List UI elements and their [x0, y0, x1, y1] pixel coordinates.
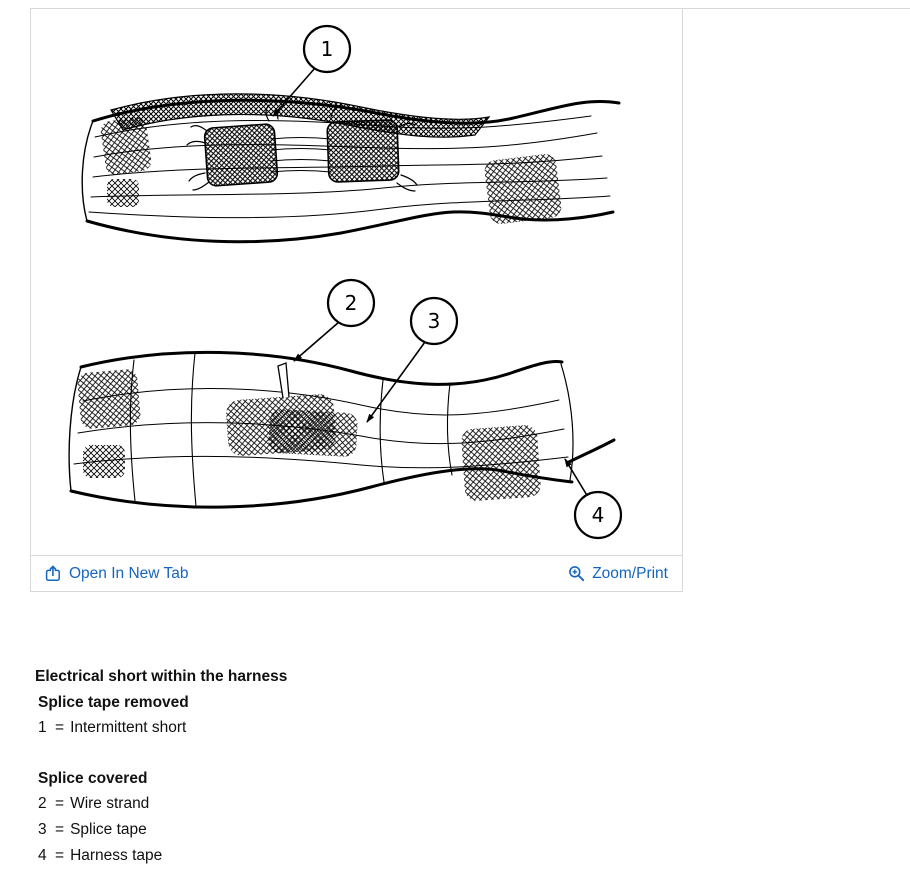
legend-item-label: Splice tape: [70, 820, 147, 838]
callout-2-label: 2: [344, 291, 358, 315]
splice-wrap-right: [327, 120, 399, 182]
diagram-toolbar: [31, 555, 682, 591]
callout-3: [367, 298, 457, 422]
equals-sign: =: [55, 719, 65, 737]
legend-heading: Splice tape removed: [38, 693, 189, 711]
wire-strand: [278, 363, 289, 398]
harness-tape-flap: [567, 440, 614, 463]
legend-section-splice-tape-removed: [35, 690, 287, 741]
diagram-area: [31, 9, 682, 555]
legend-title: Electrical short within the harness: [35, 668, 288, 685]
legend-item-4: [38, 843, 287, 869]
equals-sign: =: [55, 795, 65, 813]
equals-sign: =: [55, 820, 65, 838]
legend-section-splice-covered: [35, 766, 287, 868]
bottom-harness: [69, 352, 614, 507]
open-in-new-tab-link[interactable]: [45, 565, 188, 583]
callout-1-label: 1: [320, 37, 334, 61]
harness-diagram: [31, 9, 682, 555]
callout-3-label: 3: [427, 309, 441, 333]
legend-item-number: 4: [38, 846, 47, 864]
legend-item-3: [38, 817, 287, 843]
legend-item-label: Wire strand: [70, 795, 150, 813]
zoom-print-link[interactable]: [568, 565, 668, 583]
callout-2: [294, 280, 374, 361]
legend-item-number: 3: [38, 820, 47, 838]
splice-wrap-left: [204, 124, 278, 187]
open-in-new-tab-label: Open In New Tab: [69, 564, 189, 582]
top-harness: [82, 94, 619, 242]
legend-item-label: Intermittent short: [70, 719, 187, 737]
legend-item-number: 1: [38, 719, 47, 737]
zoom-print-label: Zoom/Print: [592, 564, 668, 582]
legend-item-1: [38, 715, 287, 741]
callout-4-label: 4: [591, 503, 605, 527]
diagram-panel: [30, 9, 683, 592]
legend-item-2: [38, 791, 287, 817]
zoom-icon: [568, 565, 585, 582]
open-in-new-tab-icon: [45, 565, 62, 582]
legend-item-label: Harness tape: [70, 846, 163, 864]
legend-item-number: 2: [38, 795, 47, 813]
equals-sign: =: [55, 846, 65, 864]
harness-tape-band: [111, 94, 489, 137]
callout-4: [565, 459, 621, 538]
legend: [35, 664, 287, 868]
legend-heading: Splice covered: [38, 769, 148, 787]
